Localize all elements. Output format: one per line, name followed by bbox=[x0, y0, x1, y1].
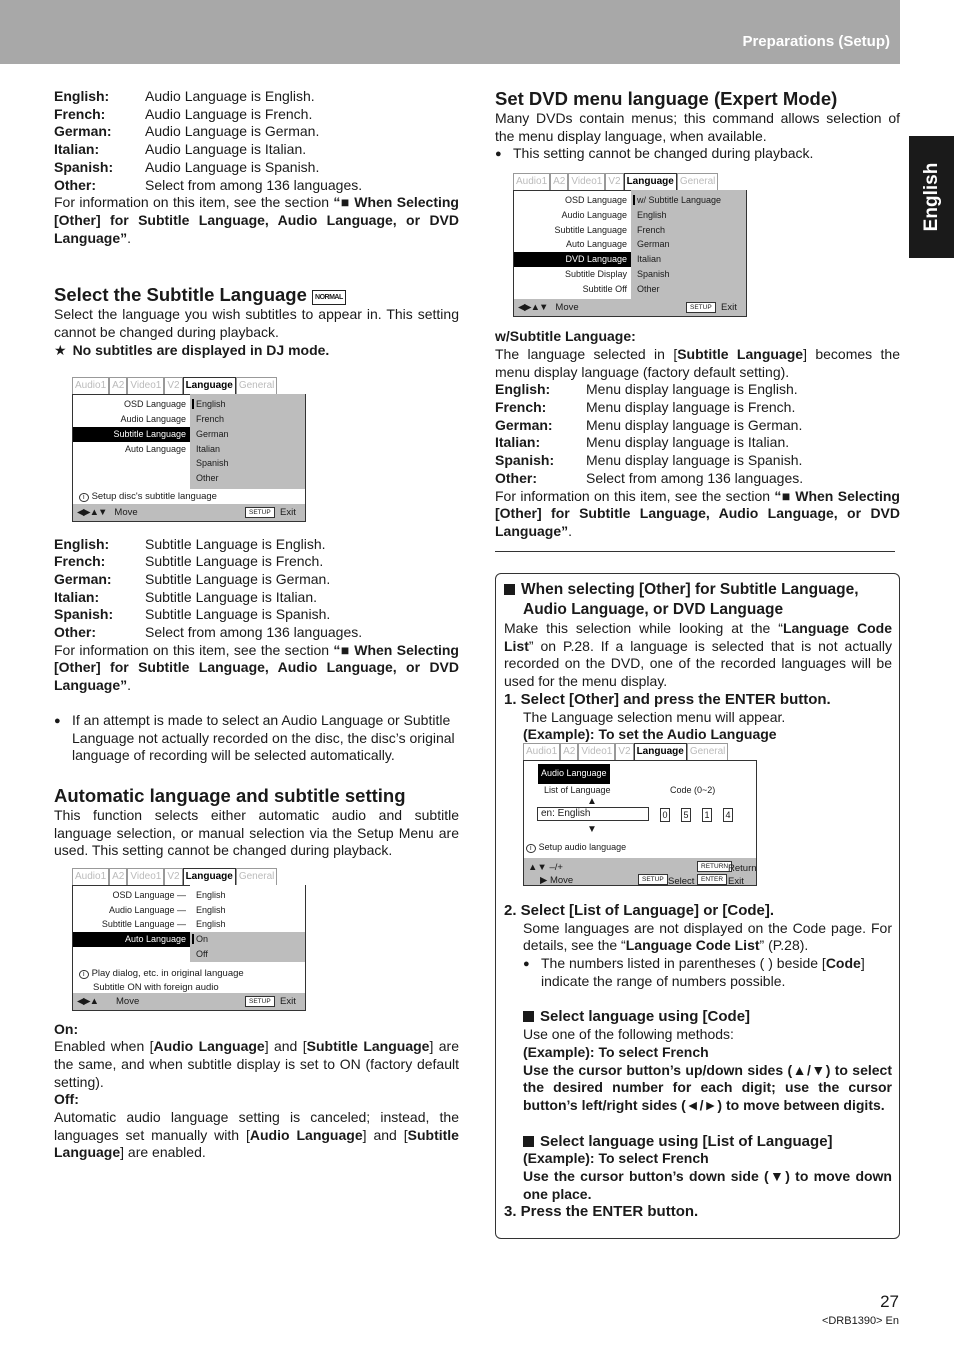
menu-item[interactable]: Auto Language bbox=[124, 443, 186, 454]
definition-desc: Select from among 136 languages. bbox=[145, 624, 363, 641]
menu-item[interactable]: Off bbox=[190, 947, 305, 962]
screen-tab[interactable]: Language bbox=[624, 173, 677, 190]
menu-item[interactable]: Audio Language bbox=[561, 210, 627, 221]
definition-desc: Audio Language is Italian. bbox=[145, 141, 307, 158]
menu-item[interactable]: Other bbox=[196, 472, 219, 483]
menu-item[interactable]: Auto Language bbox=[73, 932, 190, 947]
screen-tab[interactable]: General bbox=[236, 377, 278, 394]
normal-mode-badge: NORMAL bbox=[312, 290, 346, 305]
definition-term: German: bbox=[54, 123, 112, 140]
code-digit[interactable]: 0 bbox=[660, 808, 670, 822]
definition-row bbox=[54, 553, 459, 571]
reference-paragraph: For information on this item, see the section “■ When Selecting [Other] for Subtitle Language, Audio Language, or DVD Language”. bbox=[495, 487, 900, 539]
definition-desc: Subtitle Language is Italian. bbox=[145, 588, 318, 605]
screen-tab[interactable]: A2 bbox=[109, 377, 127, 394]
reference-paragraph: For information on this item, see the section “■ When Selecting [Other] for Subtitle Language, Audio Language, or DVD Language”. bbox=[54, 194, 459, 246]
bullet-note: ● If an attempt is made to select an Audio Language or Subtitle Language not actually recorded on the disc, the disc’s original language of recording will be selected automatically. bbox=[54, 711, 455, 764]
wsub-description: The language selected in [Subtitle Language] becomes the menu display language (factory default setting). bbox=[495, 345, 900, 380]
definition-row bbox=[495, 452, 900, 470]
menu-item[interactable]: Auto Language bbox=[565, 239, 627, 250]
box-heading: When selecting [Other] for Subtitle Language, Audio Language, or DVD Language bbox=[504, 580, 892, 620]
definition-row bbox=[54, 177, 459, 195]
menu-item[interactable]: English bbox=[196, 919, 226, 930]
language-list-field[interactable]: en: English bbox=[537, 807, 649, 821]
section-label: Preparations (Setup) bbox=[742, 33, 890, 50]
definition-term: Other: bbox=[54, 176, 96, 193]
screen-tab[interactable]: Video1 bbox=[127, 377, 164, 394]
definition-term: Italian: bbox=[495, 434, 541, 451]
definition-term: Italian: bbox=[54, 588, 100, 605]
screen-tab[interactable]: A2 bbox=[550, 173, 568, 190]
page-number: 27 bbox=[880, 1292, 899, 1311]
definition-desc: Select from among 136 languages. bbox=[586, 469, 804, 486]
menu-item[interactable]: English bbox=[190, 397, 305, 412]
screen-tab[interactable]: V2 bbox=[615, 743, 633, 760]
menu-item[interactable]: Spanish bbox=[196, 458, 229, 469]
screen-tab[interactable]: General bbox=[236, 868, 278, 885]
definition-row bbox=[495, 434, 900, 452]
menu-item[interactable]: Other bbox=[637, 283, 660, 294]
screen-tab[interactable]: Language bbox=[183, 868, 236, 885]
definition-row bbox=[495, 417, 900, 435]
auto-language-heading: Automatic language and subtitle setting bbox=[54, 785, 406, 806]
definition-term: English: bbox=[495, 381, 551, 398]
bullet-note: ● This setting cannot be changed during playback. bbox=[495, 145, 814, 162]
screen-tab[interactable]: V2 bbox=[605, 173, 623, 190]
menu-item[interactable]: Audio Language — bbox=[108, 904, 186, 915]
definition-desc: Menu display language is English. bbox=[586, 381, 798, 398]
screen-tab[interactable]: General bbox=[677, 173, 719, 190]
step-3: 3. Press the ENTER button. bbox=[504, 1203, 699, 1221]
definition-desc: Menu display language is Italian. bbox=[586, 434, 790, 451]
definition-row bbox=[54, 141, 459, 159]
screen-tab[interactable]: General bbox=[687, 743, 729, 760]
definition-row bbox=[54, 106, 459, 124]
definition-desc: Subtitle Language is English. bbox=[145, 535, 326, 552]
right-column bbox=[495, 88, 900, 552]
off-term: Off: bbox=[54, 1091, 79, 1108]
screen-tab[interactable]: Language bbox=[183, 377, 236, 394]
screen-tab[interactable]: Video1 bbox=[127, 868, 164, 885]
menu-item[interactable]: English bbox=[196, 904, 226, 915]
definition-row bbox=[495, 470, 900, 488]
menu-item[interactable]: Subtitle Language bbox=[554, 224, 627, 235]
definition-desc: Subtitle Language is German. bbox=[145, 570, 331, 587]
definition-desc: Audio Language is French. bbox=[145, 105, 313, 122]
definition-row bbox=[54, 624, 459, 642]
menu-item[interactable]: French bbox=[196, 414, 225, 425]
menu-item[interactable]: On bbox=[190, 932, 305, 947]
definition-desc: Subtitle Language is French. bbox=[145, 553, 324, 570]
definition-desc: Menu display language is Spanish. bbox=[586, 452, 803, 469]
definition-term: English: bbox=[54, 535, 110, 552]
menu-item[interactable]: Audio Language bbox=[120, 414, 186, 425]
screen-tab[interactable]: Language bbox=[634, 743, 687, 760]
subtitle-setup-screen: Audio1 A2 Video1 V2 Language General OSD Language Audio Language Subtitle Language Auto Language English French German Italian Spanish Other i Setup disc's subtitle language ◀▶▲▼ Move SETUP Exit bbox=[72, 394, 306, 521]
audio-language-list bbox=[54, 88, 459, 194]
definition-desc: Audio Language is Spanish. bbox=[145, 158, 320, 175]
menu-item[interactable]: French bbox=[637, 224, 666, 235]
audio-language-code-screen: Audio1 A2 Video1 V2 Language General Audio Language List of Language Code (0~2) ▲ en: English 0 5 1 4 ▼ i Setup audio language ▲▼ –/+ ▶ Move SETUP Select RETURN Return ENTER Exit bbox=[523, 760, 757, 886]
screen-tab[interactable]: Audio1 bbox=[523, 743, 560, 760]
definition-row bbox=[54, 589, 459, 607]
definition-term: Spanish: bbox=[54, 158, 114, 175]
list-heading: Select language using [List of Language] bbox=[523, 1133, 892, 1151]
screen-tab[interactable]: A2 bbox=[109, 868, 127, 885]
screen-tab[interactable]: Video1 bbox=[578, 743, 615, 760]
step-2: 2. Select [List of Language] or [Code]. bbox=[504, 901, 775, 919]
screen-tab[interactable]: Video1 bbox=[568, 173, 605, 190]
code-digit[interactable]: 5 bbox=[681, 808, 691, 822]
subtitle-language-heading: Select the Subtitle Language NORMAL bbox=[54, 284, 459, 306]
menu-item[interactable]: Subtitle Off bbox=[582, 283, 627, 294]
menu-language-list bbox=[495, 381, 900, 487]
dj-mode-note: ★ No subtitles are displayed in DJ mode. bbox=[54, 341, 330, 358]
menu-item[interactable]: English bbox=[637, 210, 667, 221]
definition-term: Spanish: bbox=[54, 606, 114, 623]
definition-term: French: bbox=[54, 553, 106, 570]
menu-item[interactable]: German bbox=[637, 239, 670, 250]
step-1: 1. Select [Other] and press the ENTER button. bbox=[504, 690, 831, 708]
menu-item[interactable]: Subtitle Language bbox=[73, 427, 190, 442]
bullet-note: ● The numbers listed in parentheses ( ) beside [Code] indicate the range of numbers possible. bbox=[523, 955, 865, 989]
subtitle-language-list bbox=[54, 536, 459, 642]
definition-term: French: bbox=[54, 105, 106, 122]
definition-row bbox=[54, 571, 459, 589]
definition-row bbox=[54, 159, 459, 177]
subtitle-intro: Select the language you wish subtitles to appear in. This setting cannot be changed during playback. bbox=[54, 306, 459, 341]
definition-row bbox=[495, 399, 900, 417]
wsub-term: w/Subtitle Language: bbox=[495, 328, 636, 345]
definition-desc: Audio Language is English. bbox=[145, 88, 315, 104]
menu-item[interactable]: OSD Language — bbox=[112, 890, 186, 901]
doc-code: <DRB1390> En bbox=[821, 1315, 899, 1327]
dvd-language-screen: Audio1 A2 Video1 V2 Language General OSD Language Audio Language Subtitle Language Auto Language DVD Language Subtitle Display Subtitle Off w/ Subtitle Language English French German Italian Spanish Other ◀▶▲▼ Move SETUP Exit bbox=[513, 190, 747, 317]
screen-tab[interactable]: V2 bbox=[164, 377, 182, 394]
definition-term: Italian: bbox=[54, 141, 100, 158]
dvd-menu-intro: Many DVDs contain menus; this command allows selection of the menu display language, when available. bbox=[495, 110, 900, 144]
definition-term: English: bbox=[54, 88, 110, 104]
definition-row bbox=[54, 536, 459, 554]
definition-row bbox=[495, 381, 900, 399]
auto-language-screen: Audio1 A2 Video1 V2 Language General OSD Language — Audio Language — Subtitle Language — Auto Language English English English On Off i Play dialog, etc. in original language Subtitle ON with foreign audio ◀▶▲ Move SETUP Exit bbox=[72, 885, 306, 1010]
code-heading: Select language using [Code] bbox=[523, 1008, 892, 1026]
on-term: On: bbox=[54, 1020, 79, 1037]
definition-desc: Audio Language is German. bbox=[145, 123, 320, 140]
menu-item[interactable]: English bbox=[196, 890, 226, 901]
dvd-menu-heading: Set DVD menu language (Expert Mode) bbox=[495, 88, 838, 109]
menu-item[interactable]: Spanish bbox=[637, 268, 670, 279]
menu-item[interactable]: DVD Language bbox=[514, 252, 631, 267]
screen-tab[interactable]: Audio1 bbox=[513, 173, 550, 190]
on-description: Enabled when [Audio Language] and [Subtitle Language] are the same, and when subtitle display is set to ON (factory default setting). bbox=[54, 1038, 459, 1090]
definition-desc: Select from among 136 languages. bbox=[145, 176, 363, 193]
screen-tab[interactable]: V2 bbox=[164, 868, 182, 885]
definition-desc: Menu display language is French. bbox=[586, 399, 796, 416]
screen-tab[interactable]: Audio1 bbox=[72, 377, 109, 394]
menu-item[interactable]: OSD Language bbox=[123, 399, 186, 410]
definition-term: German: bbox=[495, 416, 553, 433]
screen-tab[interactable]: A2 bbox=[560, 743, 578, 760]
off-description: Automatic audio language setting is canceled; instead, the languages set manually with [Audio Language] and [Subtitle Language] are enabled. bbox=[54, 1109, 459, 1161]
menu-item[interactable]: Subtitle Display bbox=[564, 268, 627, 279]
left-column bbox=[54, 88, 459, 1162]
language-side-tab: English bbox=[909, 136, 954, 258]
menu-item[interactable]: Subtitle Language — bbox=[101, 919, 186, 930]
screen-info-text: Setup disc's subtitle language bbox=[91, 490, 217, 502]
definition-desc: Menu display language is German. bbox=[586, 416, 803, 433]
definition-term: French: bbox=[495, 399, 547, 416]
menu-item[interactable]: Italian bbox=[637, 254, 662, 265]
code-digit[interactable]: 1 bbox=[702, 808, 712, 822]
definition-term: Other: bbox=[54, 624, 96, 641]
menu-item[interactable]: German bbox=[196, 428, 229, 439]
header-bar bbox=[0, 0, 900, 64]
auto-language-intro: This function selects either automatic audio and subtitle language selection, or manual selection via the Setup Menu are used. This setting cannot be changed during playback. bbox=[54, 807, 459, 859]
definition-row bbox=[54, 88, 459, 106]
code-digit[interactable]: 4 bbox=[723, 808, 733, 822]
definition-row bbox=[54, 606, 459, 624]
box-intro: Make this selection while looking at the “Language Code List” on P.28. If a language is selected that is not actually recorded on the DVD, one of the recorded languages will be used for the menu display. bbox=[504, 620, 892, 690]
definition-term: German: bbox=[54, 570, 112, 587]
definition-term: Other: bbox=[495, 469, 537, 486]
menu-item[interactable]: w/ Subtitle Language bbox=[631, 193, 746, 208]
screen-tab[interactable]: Audio1 bbox=[72, 868, 109, 885]
reference-paragraph: For information on this item, see the section “■ When Selecting [Other] for Subtitle Language, Audio Language, or DVD Language”. bbox=[54, 641, 459, 694]
menu-item[interactable]: Italian bbox=[196, 443, 221, 454]
menu-item[interactable]: OSD Language bbox=[564, 195, 627, 206]
other-language-box: When selecting [Other] for Subtitle Language, Audio Language, or DVD Language Make this selection while looking at the “Language Code List” on P.28. If a language is selected that is not actually recorded on the DVD, one of the recorded languages will be used for the menu display. 1. Select [Other] and press the ENTER button. The Language selection menu will appear. (Example): To set the Audio Language Audio1 A2 Video1 V2 Language General Audio Language List of Language Code (0~2) ▲ en: English 0 5 1 4 ▼ i Setup audio language ▲▼ –/+ ▶ Move SETUP Select RETURN Return ENTER Exit 2. Select [List of Language] or [Code]. Some languages are not displayed on the Code page. For details, see the “Language Code List” (P.28). ● The numbers listed in parentheses ( ) beside [Code] indicate the range of numbers possible. Select language using [Code] Use one of the following methods: (Example): To select French Use the cursor button’s up/down sides (▲/▼) to select the desired number for each digit; use the cursor button’s left/right sides (◄/►) to move between digits. Select language using [List of Language] (Example): To select French Use the cursor button’s down side (▼) to move down one place. 3. Press the ENTER button. bbox=[495, 573, 900, 1239]
definition-term: Spanish: bbox=[495, 452, 555, 469]
definition-desc: Subtitle Language is Spanish. bbox=[145, 606, 331, 623]
definition-row bbox=[54, 123, 459, 141]
